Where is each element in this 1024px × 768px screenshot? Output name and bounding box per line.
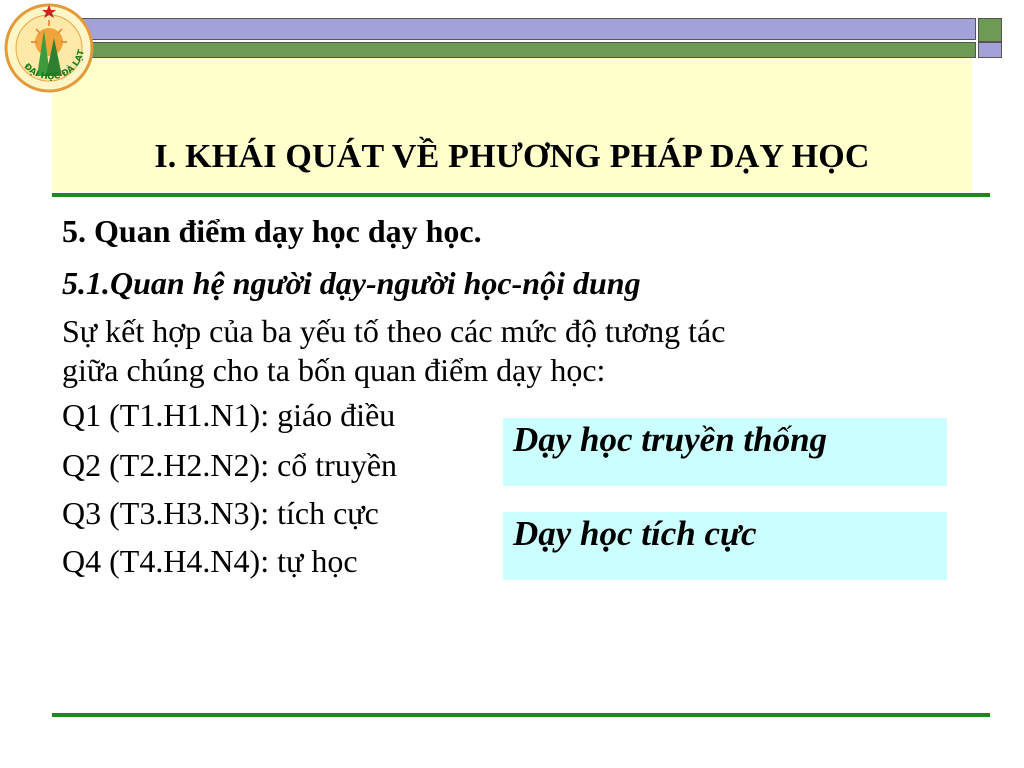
list-item-q2: Q2 (T2.H2.N2): cổ truyền	[62, 447, 398, 483]
header-bar-green	[76, 42, 976, 58]
paragraph-line-1: Sự kết hợp của ba yếu tố theo các mức độ tương tác	[62, 313, 726, 349]
page-title: I. KHÁI QUÁT VỀ PHƯƠNG PHÁP DẠY HỌC	[154, 138, 870, 175]
list-item-q3: Q3 (T3.H3.N3): tích cực	[62, 495, 379, 531]
callout-traditional-teaching	[503, 418, 947, 486]
section-heading: 5. Quan điểm dạy học dạy học.	[62, 213, 482, 249]
list-item-q1: Q1 (T1.H1.N1): giáo điều	[62, 397, 396, 433]
header-bar-blue	[76, 18, 976, 40]
callout-traditional-label: Dạy học truyền thống	[513, 420, 828, 459]
callout-active-teaching	[503, 512, 947, 580]
footer-divider	[52, 713, 990, 717]
logo-text: ĐẠI HỌC ĐÀ LẠT	[21, 48, 87, 83]
callout-active-label: Dạy học tích cực	[513, 514, 757, 553]
paragraph-line-2: giữa chúng cho ta bốn quan điểm dạy học:	[62, 352, 606, 388]
header-square-blue	[978, 42, 1002, 58]
header-square-green	[978, 18, 1002, 42]
title-divider	[52, 193, 990, 197]
university-logo	[4, 2, 94, 94]
subsection-heading: 5.1.Quan hệ người dạy-người học-nội dung	[62, 265, 641, 301]
list-item-q4: Q4 (T4.H4.N4): tự học	[62, 543, 358, 579]
